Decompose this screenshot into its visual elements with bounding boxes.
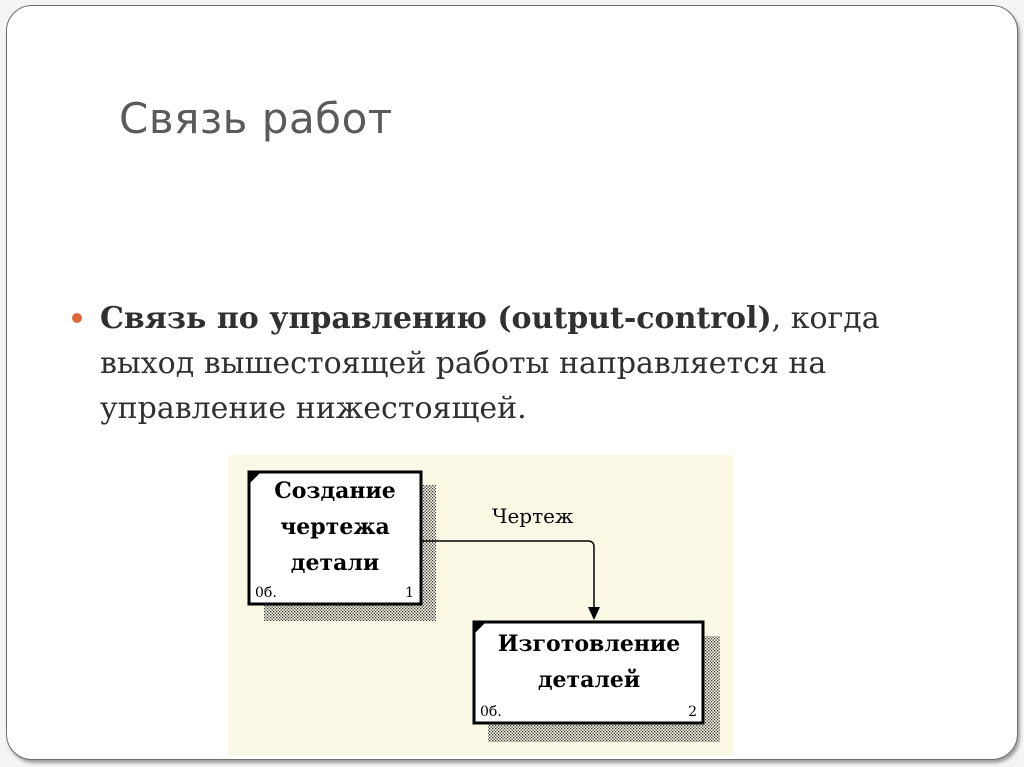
box-create-drawing <box>249 472 421 604</box>
diagram-canvas <box>228 455 734 755</box>
slide-title: Связь работ <box>119 94 393 143</box>
box2-corner-left: 0б. <box>480 704 502 720</box>
box2-line1: Изготовление <box>497 631 681 657</box>
bullet-regular-text: , когда выход вышестоящей работы направляется на управление нижестоящей. <box>100 301 880 426</box>
box2-line2: деталей <box>537 667 641 693</box>
box-manufacture-parts <box>474 622 703 723</box>
box1-line1: Создание <box>274 478 396 504</box>
box1-corner-left: 0б. <box>255 585 277 601</box>
control-arrow <box>421 541 600 620</box>
box1-line2: чертежа <box>280 514 390 540</box>
box1-number: 1 <box>405 585 414 601</box>
idef0-diagram <box>228 455 734 755</box>
arrow-label: Чертеж <box>492 504 574 528</box>
bullet-bold-text: Связь по управлению (output-control) <box>100 301 772 336</box>
box2-number: 2 <box>688 704 697 720</box>
box1-line3: детали <box>290 550 380 576</box>
bullet-marker <box>72 313 82 323</box>
bullet-text <box>100 296 900 431</box>
arrow-head <box>588 607 600 620</box>
